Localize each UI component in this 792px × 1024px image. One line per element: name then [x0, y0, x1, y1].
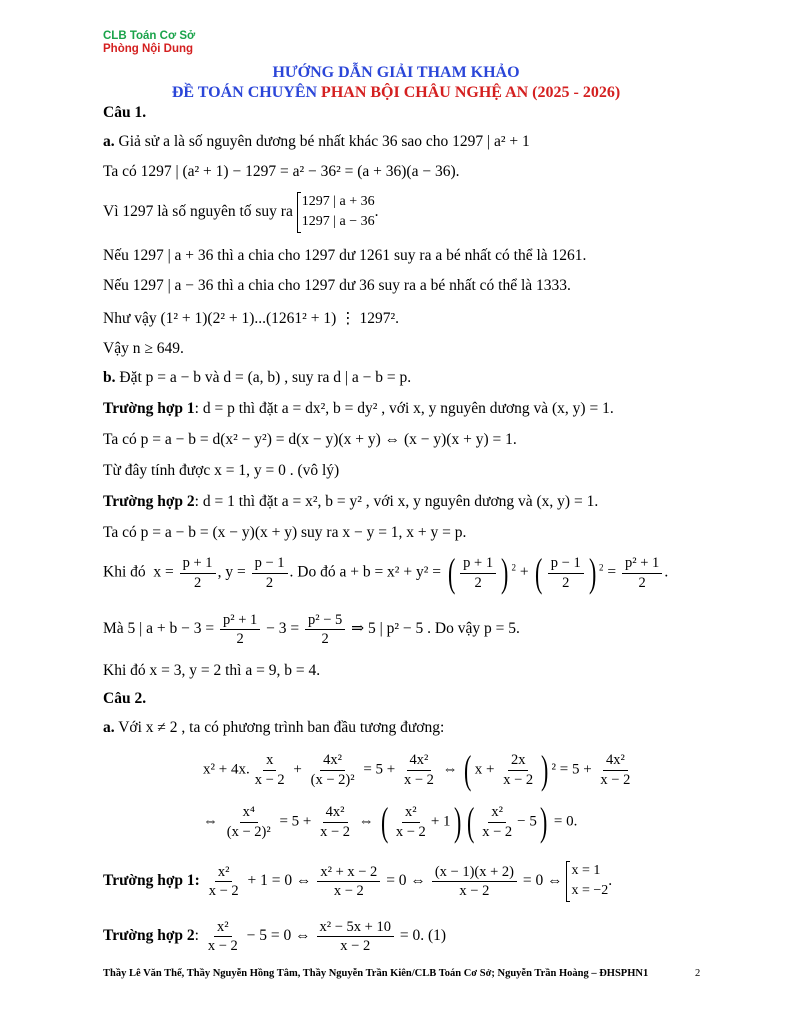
cau1-b-case1: Trường hợp 1: d = p thì đặt a = dx², b = dy² , với x, y nguyên dương và (x, y) = 1.: [103, 400, 614, 417]
cau1-b-case1-line2: Ta có p = a − b = d(x² − y²) = d(x − y)(x + y) ⇔ (x − y)(x + y) = 1.: [103, 431, 517, 448]
cau1-a-intro: a. Giả sử a là số nguyên dương bé nhất khác 36 sao cho 1297 | a² + 1: [103, 133, 530, 150]
page-number: 2: [695, 968, 701, 979]
cau1-a-conclusion: Vậy n ≥ 649.: [103, 340, 184, 357]
fraction: $\frac{\text{4x²}}{x - 2}$: [403, 752, 434, 788]
fraction: $\frac{\text{x²}}{x - 2}$: [207, 919, 238, 955]
fraction: $\frac{(x - 1)(x + 2)}{x - 2}$: [432, 863, 517, 900]
footer-authors: Thầy Lê Văn Thể, Thầy Nguyễn Hồng Tâm, Thầy Nguyễn Trần Kiên/CLB Toán Cơ Sở; Nguyễn Trần Hoàng – ĐHSPHN1: [103, 968, 649, 979]
cau1-b-intro: b. Đặt p = a − b và d = (a, b) , suy ra d | a − b = p.: [103, 369, 412, 386]
fraction: $\frac{p + 1}{2}$: [180, 554, 216, 591]
department-name: Phòng Nội Dung: [103, 43, 194, 55]
cau1-b-khi-do-formula: Khi đó x = $\frac{p + 1}{2}$ , y = $\frac{p - 1}{2}$ . Do đó a + b = x² + y² = ( $\frac{p + 1}{2}$ ) $^2$ + ( $\frac{p - 1}{2}$ ) $^2$ = $\frac{\text{p² + 1}}{2}$ .: [103, 550, 669, 595]
cau1-a-line6: Như vậy (1² + 1)(2² + 1)...(1261² + 1) ⋮ 1297².: [103, 310, 400, 327]
cau2-equation-1: x² + 4x. $\frac{x}{x - 2}$ + $\frac{\text{4x²}}{\text{(x − 2)²}}$ = 5 + $\frac{\text{4x²}}{x - 2}$ ⇔ ( x + $\frac{2x}{x - 2}$ ) ² = 5 + $\frac{\text{4x²}}{x - 2}$: [203, 750, 635, 790]
fraction: $\frac{\text{p² + 1}}{2}$: [220, 611, 260, 648]
fraction: $\frac{\text{x² + x − 2}}{x - 2}$: [317, 863, 380, 900]
school-name: PHAN BỘI CHÂU NGHỆ AN (2025 - 2026): [321, 84, 621, 101]
document-title: HƯỚNG DẪN GIẢI THAM KHẢO: [272, 64, 520, 81]
fraction: $\frac{\text{x²}}{x - 2}$: [482, 804, 513, 840]
case-bracket: 1297 | a + 36 1297 | a − 36: [297, 192, 375, 233]
cau1-heading: Câu 1.: [103, 104, 147, 121]
case-bracket: x = 1 x = −2: [566, 861, 608, 902]
cau1-b-case1-line3: Từ đây tính được x = 1, y = 0 . (vô lý): [103, 462, 340, 479]
cau1-a-line5: Nếu 1297 | a − 36 thì a chia cho 1297 dư 36 suy ra a bé nhất có thể là 1333.: [103, 277, 571, 294]
fraction: $\frac{\text{x²}}{x - 2}$: [395, 804, 426, 840]
fraction: $\frac{2x}{x - 2}$: [503, 752, 534, 788]
cau1-a-line3: Vì 1297 là số nguyên tố suy ra 1297 | a + 36 1297 | a − 36 .: [103, 192, 379, 233]
cau1-b-case2: Trường hợp 2: d = 1 thì đặt a = x², b = y² , với x, y nguyên dương và (x, y) = 1.: [103, 493, 599, 510]
club-name: CLB Toán Cơ Sở: [103, 30, 196, 42]
fraction: $\frac{\text{p² − 5}}{2}$: [305, 611, 345, 648]
fraction: $\frac{\text{x⁴}}{\text{(x − 2)²}}$: [226, 804, 271, 840]
fraction: $\frac{p + 1}{2}$: [460, 554, 496, 591]
cau1-a-line4: Nếu 1297 | a + 36 thì a chia cho 1297 dư 1261 suy ra a bé nhất có thể là 1261.: [103, 247, 587, 264]
cau2-heading: Câu 2.: [103, 690, 147, 707]
fraction: $\frac{\text{x²}}{x - 2}$: [208, 863, 239, 899]
fraction: $\frac{x}{x - 2}$: [254, 752, 285, 788]
fraction: $\frac{\text{4x²}}{x - 2}$: [320, 804, 351, 840]
document-subtitle: ĐỀ TOÁN CHUYÊN PHAN BỘI CHÂU NGHỆ AN (2025 - 2026): [171, 84, 621, 101]
cau1-b-case2-line2: Ta có p = a − b = (x − y)(x + y) suy ra x − y = 1, x + y = p.: [103, 524, 467, 541]
cau2-case1: Trường hợp 1: $\frac{\text{x²}}{x - 2}$ + 1 = 0 ⇔ $\frac{\text{x² + x − 2}}{x - 2}$ = 0 ⇔ $\frac{(x - 1)(x + 2)}{x - 2}$ = 0 ⇔ x = 1 x = −2 .: [103, 861, 612, 902]
cau2-equation-2: ⇔ $\frac{\text{x⁴}}{\text{(x − 2)²}}$ = 5 + $\frac{\text{4x²}}{x - 2}$ ⇔ ( $\frac{\text{x²}}{x - 2}$ + 1) ( $\frac{\text{x²}}{x - 2}$ − 5) = 0.: [203, 799, 578, 844]
cau2-a-intro: a. Với x ≠ 2 , ta có phương trình ban đầu tương đương:: [103, 719, 445, 736]
cau1-a-line2: Ta có 1297 | (a² + 1) − 1297 = a² − 36² = (a + 36)(a − 36).: [103, 163, 460, 180]
cau1-b-ma-formula: Mà 5 | a + b − 3 = $\frac{\text{p² + 1}}{2}$ − 3 = $\frac{\text{p² − 5}}{2}$ ⇒ 5 | p² − 5 . Do vậy p = 5.: [103, 612, 520, 648]
fraction: $\frac{p - 1}{2}$: [252, 554, 288, 591]
fraction: $\frac{p - 1}{2}$: [548, 554, 584, 591]
fraction: $\frac{\text{4x²}}{x - 2}$: [600, 752, 631, 788]
cau1-b-conclusion: Khi đó x = 3, y = 2 thì a = 9, b = 4.: [103, 662, 321, 679]
fraction: $\frac{\text{p² + 1}}{2}$: [622, 554, 662, 591]
fraction: $\frac{\text{4x²}}{\text{(x − 2)²}}$: [310, 752, 355, 788]
fraction: $\frac{\text{x² − 5x + 10}}{x - 2}$: [317, 918, 394, 955]
cau2-case2: Trường hợp 2: $\frac{\text{x²}}{x - 2}$ − 5 = 0 ⇔ $\frac{\text{x² − 5x + 10}}{x - 2}$ = 0. (1): [103, 919, 447, 955]
